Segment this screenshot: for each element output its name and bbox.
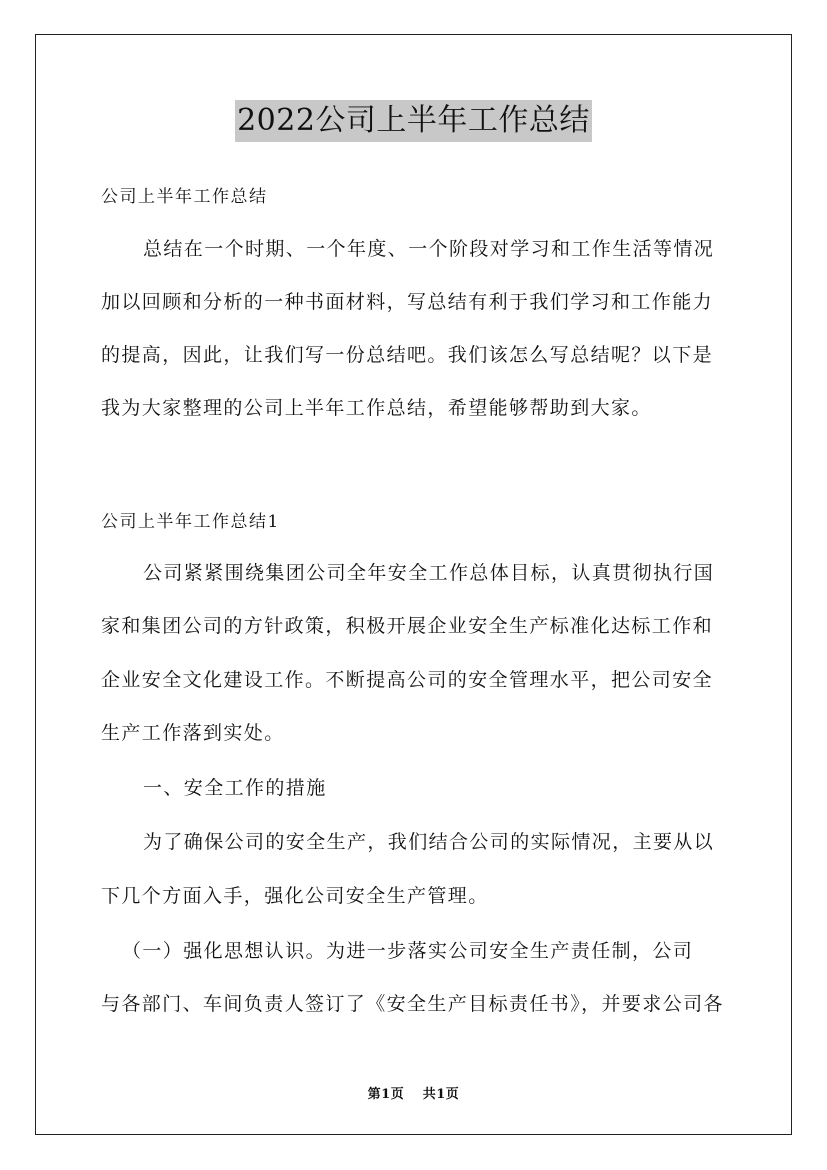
intro-line-2: 加以回顾和分析的一种书面材料，写总结有利于我们学习和工作能力 bbox=[101, 291, 714, 313]
section1-subheading: 一、安全工作的措施 bbox=[143, 777, 327, 799]
section1-heading: 公司上半年工作总结1 bbox=[101, 512, 280, 532]
intro-heading: 公司上半年工作总结 bbox=[101, 187, 268, 207]
section1-para3-line-2: 与各部门、车间负责人签订了《安全生产目标责任书》，并要求公司各 bbox=[101, 993, 724, 1015]
page-total: 共1页 bbox=[422, 1087, 460, 1102]
section1-para1-line-2: 家和集团公司的方针政策，积极开展企业安全生产标准化达标工作和 bbox=[101, 615, 714, 637]
document-title: 2022公司上半年工作总结 bbox=[235, 100, 592, 142]
title-container bbox=[0, 100, 827, 142]
intro-line-3: 的提高，因此，让我们写一份总结吧。我们该怎么写总结呢？以下是 bbox=[101, 344, 714, 366]
section1-para1-line-4: 生产工作落到实处。 bbox=[101, 722, 285, 744]
page-footer bbox=[0, 1083, 827, 1102]
intro-line-4: 我为大家整理的公司上半年工作总结，希望能够帮助到大家。 bbox=[101, 397, 652, 419]
section1-para1-line-3: 企业安全文化建设工作。不断提高公司的安全管理水平，把公司安全 bbox=[101, 669, 714, 691]
page-number: 第1页 bbox=[367, 1087, 405, 1102]
section1-para3-line-1: （一）强化思想认识。为进一步落实公司安全生产责任制，公司 bbox=[122, 940, 694, 962]
section1-para2-line-2: 下几个方面入手，强化公司安全生产管理。 bbox=[101, 885, 489, 907]
intro-line-1: 总结在一个时期、一个年度、一个阶段对学习和工作生活等情况 bbox=[143, 238, 715, 260]
section1-para1-line-1: 公司紧紧围绕集团公司全年安全工作总体目标，认真贯彻执行国 bbox=[143, 562, 715, 584]
section1-para2-line-1: 为了确保公司的安全生产，我们结合公司的实际情况，主要从以 bbox=[143, 831, 715, 853]
